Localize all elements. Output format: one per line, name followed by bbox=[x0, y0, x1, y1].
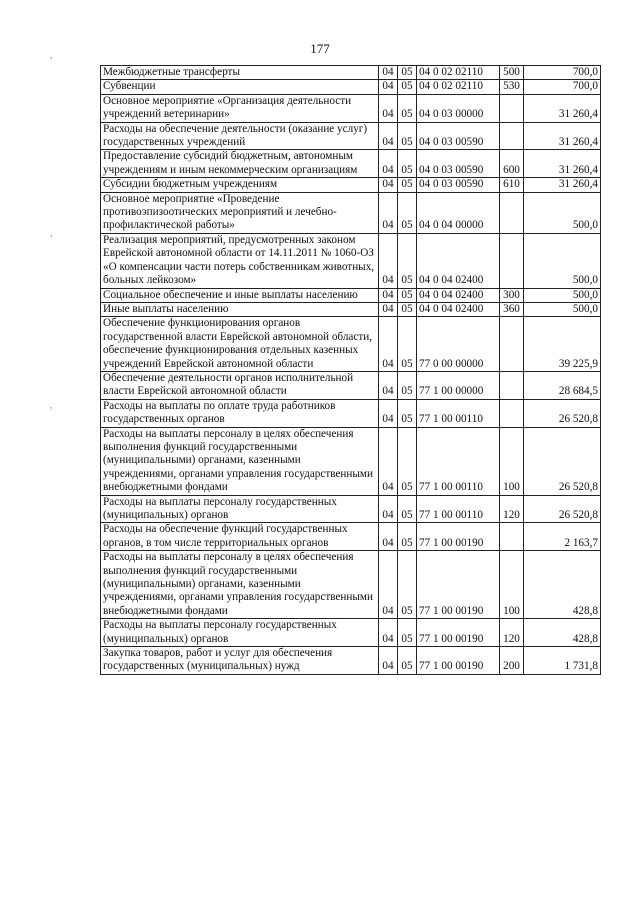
expense-type-cell bbox=[500, 399, 524, 427]
name-cell: Расходы на обеспечение функций государственных органов, в том числе территориальных органов bbox=[101, 523, 379, 551]
article-cell: 77 0 00 00000 bbox=[417, 317, 500, 372]
expense-type-cell bbox=[500, 233, 524, 288]
article-cell: 77 1 00 00000 bbox=[417, 371, 500, 399]
expense-type-cell bbox=[500, 192, 524, 233]
name-cell: Расходы на выплаты персоналу в целях обеспечения выполнения функций государственными (муниципальными) органами, казенными учреждениями, органами управления государственными внебюджетными фондами bbox=[101, 427, 379, 495]
subsection-cell: 05 bbox=[398, 192, 417, 233]
expense-type-cell bbox=[500, 122, 524, 150]
table-row bbox=[101, 523, 601, 551]
subsection-cell: 05 bbox=[398, 551, 417, 619]
subsection-cell: 05 bbox=[398, 317, 417, 372]
subsection-cell: 05 bbox=[398, 94, 417, 122]
table-row bbox=[101, 619, 601, 647]
table-row bbox=[101, 66, 601, 80]
subsection-cell: 05 bbox=[398, 371, 417, 399]
table-row bbox=[101, 427, 601, 495]
section-cell: 04 bbox=[379, 192, 398, 233]
subsection-cell: 05 bbox=[398, 178, 417, 192]
amount-cell: 500,0 bbox=[524, 192, 601, 233]
table-row bbox=[101, 399, 601, 427]
amount-cell: 31 260,4 bbox=[524, 94, 601, 122]
section-cell: 04 bbox=[379, 150, 398, 178]
table-row bbox=[101, 122, 601, 150]
amount-cell: 26 520,8 bbox=[524, 495, 601, 523]
section-cell: 04 bbox=[379, 647, 398, 675]
expense-type-cell bbox=[500, 371, 524, 399]
table-row bbox=[101, 495, 601, 523]
amount-cell: 500,0 bbox=[524, 302, 601, 316]
expense-type-cell: 200 bbox=[500, 647, 524, 675]
article-cell: 77 1 00 00190 bbox=[417, 523, 500, 551]
name-cell: Расходы на выплаты персоналу государственных (муниципальных) органов bbox=[101, 495, 379, 523]
section-cell: 04 bbox=[379, 233, 398, 288]
name-cell: Предоставление субсидий бюджетным, автономным учреждениям и иным некоммерческим организациям bbox=[101, 150, 379, 178]
subsection-cell: 05 bbox=[398, 122, 417, 150]
amount-cell: 26 520,8 bbox=[524, 399, 601, 427]
subsection-cell: 05 bbox=[398, 150, 417, 178]
article-cell: 04 0 04 02400 bbox=[417, 233, 500, 288]
name-cell: Межбюджетные трансферты bbox=[101, 66, 379, 80]
amount-cell: 428,8 bbox=[524, 619, 601, 647]
name-cell: Расходы на выплаты по оплате труда работников государственных органов bbox=[101, 399, 379, 427]
table-row bbox=[101, 178, 601, 192]
subsection-cell: 05 bbox=[398, 80, 417, 94]
table-row bbox=[101, 317, 601, 372]
section-cell: 04 bbox=[379, 94, 398, 122]
subsection-cell: 05 bbox=[398, 399, 417, 427]
name-cell: Закупка товаров, работ и услуг для обеспечения государственных (муниципальных) нужд bbox=[101, 647, 379, 675]
expense-type-cell: 500 bbox=[500, 66, 524, 80]
name-cell: Расходы на обеспечение деятельности (оказание услуг) государственных учреждений bbox=[101, 122, 379, 150]
table-row bbox=[101, 233, 601, 288]
amount-cell: 428,8 bbox=[524, 551, 601, 619]
section-cell: 04 bbox=[379, 399, 398, 427]
article-cell: 77 1 00 00110 bbox=[417, 495, 500, 523]
name-cell: Субвенции bbox=[101, 80, 379, 94]
subsection-cell: 05 bbox=[398, 619, 417, 647]
name-cell: Социальное обеспечение и иные выплаты населению bbox=[101, 288, 379, 302]
margin-mark: , bbox=[50, 50, 53, 60]
subsection-cell: 05 bbox=[398, 66, 417, 80]
expense-type-cell: 530 bbox=[500, 80, 524, 94]
section-cell: 04 bbox=[379, 495, 398, 523]
name-cell: Основное мероприятие «Проведение противоэпизоотических мероприятий и лечебно-профилактической работы» bbox=[101, 192, 379, 233]
amount-cell: 31 260,4 bbox=[524, 122, 601, 150]
budget-table bbox=[100, 65, 601, 675]
section-cell: 04 bbox=[379, 178, 398, 192]
name-cell: Обеспечение функционирования органов государственной власти Еврейской автономной области, обеспечение функционирования отдельных казенных учреждений Еврейской автономной области bbox=[101, 317, 379, 372]
section-cell: 04 bbox=[379, 288, 398, 302]
table-row bbox=[101, 192, 601, 233]
name-cell: Субсидии бюджетным учреждениям bbox=[101, 178, 379, 192]
subsection-cell: 05 bbox=[398, 647, 417, 675]
amount-cell: 2 163,7 bbox=[524, 523, 601, 551]
article-cell: 04 0 04 00000 bbox=[417, 192, 500, 233]
amount-cell: 31 260,4 bbox=[524, 178, 601, 192]
expense-type-cell: 100 bbox=[500, 427, 524, 495]
section-cell: 04 bbox=[379, 551, 398, 619]
amount-cell: 500,0 bbox=[524, 233, 601, 288]
expense-type-cell: 300 bbox=[500, 288, 524, 302]
amount-cell: 26 520,8 bbox=[524, 427, 601, 495]
article-cell: 04 0 04 02400 bbox=[417, 288, 500, 302]
expense-type-cell: 100 bbox=[500, 551, 524, 619]
article-cell: 77 1 00 00190 bbox=[417, 551, 500, 619]
article-cell: 04 0 04 02400 bbox=[417, 302, 500, 316]
expense-type-cell bbox=[500, 94, 524, 122]
subsection-cell: 05 bbox=[398, 523, 417, 551]
name-cell: Расходы на выплаты персоналу в целях обеспечения выполнения функций государственными (муниципальными) органами, казенными учреждениями, органами управления государственными внебюджетными фондами bbox=[101, 551, 379, 619]
amount-cell: 700,0 bbox=[524, 80, 601, 94]
expense-type-cell bbox=[500, 523, 524, 551]
name-cell: Реализация мероприятий, предусмотренных законом Еврейской автономной области от 14.11.2011 № 1060-ОЗ «О компенсации части потерь собственникам животных, больных лейкозом» bbox=[101, 233, 379, 288]
table-row bbox=[101, 80, 601, 94]
expense-type-cell: 600 bbox=[500, 150, 524, 178]
budget-table-body bbox=[101, 66, 601, 675]
subsection-cell: 05 bbox=[398, 427, 417, 495]
name-cell: Расходы на выплаты персоналу государственных (муниципальных) органов bbox=[101, 619, 379, 647]
section-cell: 04 bbox=[379, 523, 398, 551]
table-row bbox=[101, 94, 601, 122]
article-cell: 04 0 03 00000 bbox=[417, 94, 500, 122]
section-cell: 04 bbox=[379, 619, 398, 647]
expense-type-cell: 610 bbox=[500, 178, 524, 192]
section-cell: 04 bbox=[379, 66, 398, 80]
expense-type-cell: 360 bbox=[500, 302, 524, 316]
page-number: 177 bbox=[310, 41, 330, 56]
table-row bbox=[101, 371, 601, 399]
subsection-cell: 05 bbox=[398, 495, 417, 523]
article-cell: 77 1 00 00110 bbox=[417, 427, 500, 495]
section-cell: 04 bbox=[379, 371, 398, 399]
expense-type-cell bbox=[500, 317, 524, 372]
article-cell: 04 0 03 00590 bbox=[417, 150, 500, 178]
subsection-cell: 05 bbox=[398, 233, 417, 288]
table-row bbox=[101, 551, 601, 619]
section-cell: 04 bbox=[379, 122, 398, 150]
amount-cell: 700,0 bbox=[524, 66, 601, 80]
margin-mark: , bbox=[50, 228, 53, 238]
article-cell: 04 0 02 02110 bbox=[417, 66, 500, 80]
section-cell: 04 bbox=[379, 317, 398, 372]
amount-cell: 39 225,9 bbox=[524, 317, 601, 372]
article-cell: 77 1 00 00110 bbox=[417, 399, 500, 427]
section-cell: 04 bbox=[379, 302, 398, 316]
subsection-cell: 05 bbox=[398, 288, 417, 302]
article-cell: 77 1 00 00190 bbox=[417, 647, 500, 675]
section-cell: 04 bbox=[379, 427, 398, 495]
amount-cell: 1 731,8 bbox=[524, 647, 601, 675]
table-row bbox=[101, 302, 601, 316]
amount-cell: 28 684,5 bbox=[524, 371, 601, 399]
name-cell: Обеспечение деятельности органов исполнительной власти Еврейской автономной области bbox=[101, 371, 379, 399]
article-cell: 77 1 00 00190 bbox=[417, 619, 500, 647]
amount-cell: 31 260,4 bbox=[524, 150, 601, 178]
amount-cell: 500,0 bbox=[524, 288, 601, 302]
section-cell: 04 bbox=[379, 80, 398, 94]
expense-type-cell: 120 bbox=[500, 495, 524, 523]
table-row bbox=[101, 150, 601, 178]
article-cell: 04 0 02 02110 bbox=[417, 80, 500, 94]
margin-mark: , bbox=[50, 400, 53, 410]
article-cell: 04 0 03 00590 bbox=[417, 178, 500, 192]
subsection-cell: 05 bbox=[398, 302, 417, 316]
table-row bbox=[101, 288, 601, 302]
table-row bbox=[101, 647, 601, 675]
name-cell: Иные выплаты населению bbox=[101, 302, 379, 316]
name-cell: Основное мероприятие «Организация деятельности учреждений ветеринарии» bbox=[101, 94, 379, 122]
expense-type-cell: 120 bbox=[500, 619, 524, 647]
article-cell: 04 0 03 00590 bbox=[417, 122, 500, 150]
